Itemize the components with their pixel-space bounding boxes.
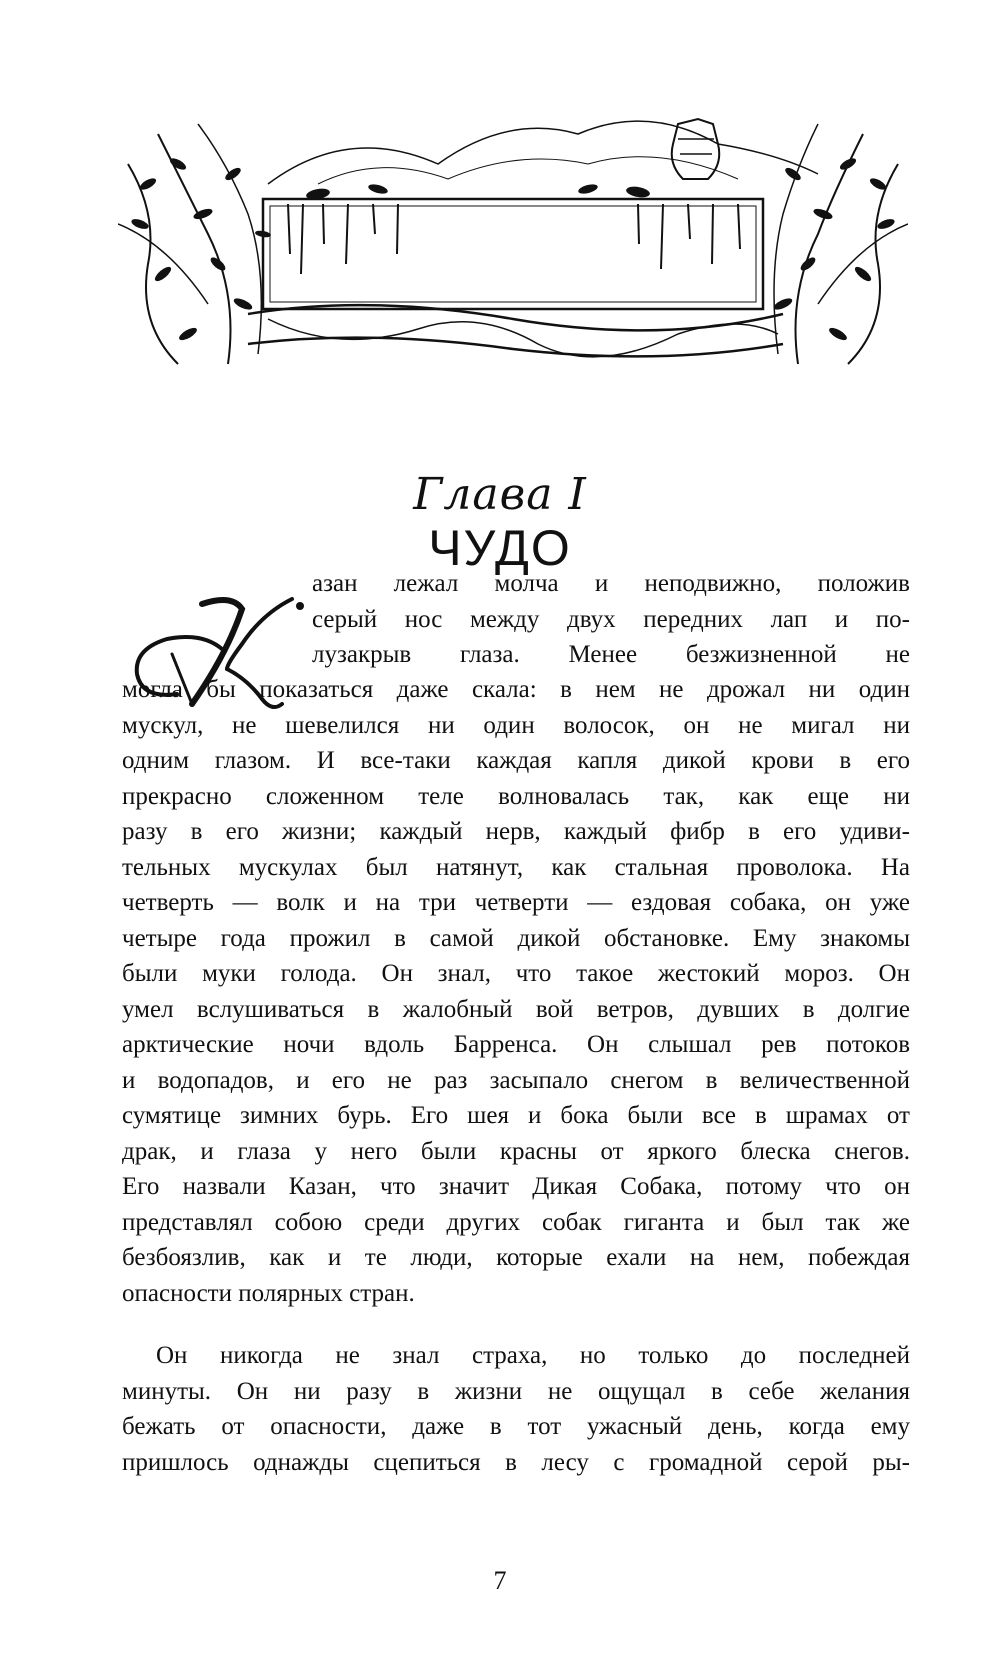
- text-line: пришлось однажды сцепиться в лесу с громадной серой ры-: [122, 1448, 910, 1476]
- text-line: одним глазом. И все-таки каждая капля дикой крови в его: [122, 747, 910, 774]
- text-line: азан лежал молча и неподвижно, положив: [312, 570, 910, 597]
- text-line: серый нос между двух передних лап и по-: [312, 605, 910, 633]
- text-line: прекрасно сложенном теле волновалась так, как еще ни: [122, 782, 910, 810]
- drop-cap-letter: К: [179, 593, 257, 710]
- text-line: мускул, не шевелился ни один волосок, он не мигал ни: [122, 711, 910, 739]
- text-line: были муки голода. Он знал, что такое жестокий мороз. Он: [122, 960, 910, 987]
- text-line: могла бы показаться даже скала: в нем не дрожал ни один: [122, 676, 910, 703]
- text-line: минуты. Он ни разу в жизни не ощущал в себе желания: [122, 1377, 910, 1405]
- text-line: четыре года прожил в самой дикой обстановке. Ему знакомы: [122, 924, 910, 952]
- text-line: Он никогда не знал страха, но только до последней: [156, 1342, 910, 1369]
- ornamental-vignette: [118, 104, 908, 394]
- text-line: умел вслушиваться в жалобный вой ветров, дувших в долгие: [122, 995, 910, 1023]
- vignette-illustration: [118, 104, 908, 394]
- text-line: безбоязлив, как и те люди, которые ехали на нем, побеждая: [122, 1244, 910, 1271]
- text-line: и водопадов, и его не раз засыпало снегом в величественной: [122, 1066, 910, 1094]
- text-line: разу в его жизни; каждый нерв, каждый фибр в его удиви-: [122, 818, 910, 845]
- text-line: арктические ночи вдоль Барренса. Он слышал рев потоков: [122, 1031, 910, 1058]
- text-line: тельных мускулах был натянут, как стальная проволока. На: [122, 853, 910, 881]
- text-line: Его назвали Казан, что значит Дикая Собака, потому что он: [122, 1173, 910, 1200]
- text-line: бежать от опасности, даже в тот ужасный день, когда ему: [122, 1413, 910, 1440]
- text-line: четверть — волк и на три четверти — ездовая собака, он уже: [122, 889, 910, 916]
- paragraph-1: [122, 672, 910, 1311]
- chapter-title: ЧУДО: [428, 520, 572, 576]
- text-line: сумятице зимних бурь. Его шея и бока были все в шрамах от: [122, 1102, 910, 1129]
- text-line: опасности полярных стран.: [122, 1279, 415, 1307]
- drop-cap-lines: [312, 566, 910, 673]
- text-line: представлял собою среди других собак гиганта и был так же: [122, 1208, 910, 1236]
- page-number: 7: [493, 1566, 507, 1595]
- text-line: драк, и глаза у него были красны от яркого блеска снегов.: [122, 1137, 910, 1165]
- chapter-label: Глава I: [413, 469, 587, 520]
- paragraph-2: [122, 1338, 910, 1480]
- text-line: лузакрыв глаза. Менее безжизненной не: [312, 641, 910, 668]
